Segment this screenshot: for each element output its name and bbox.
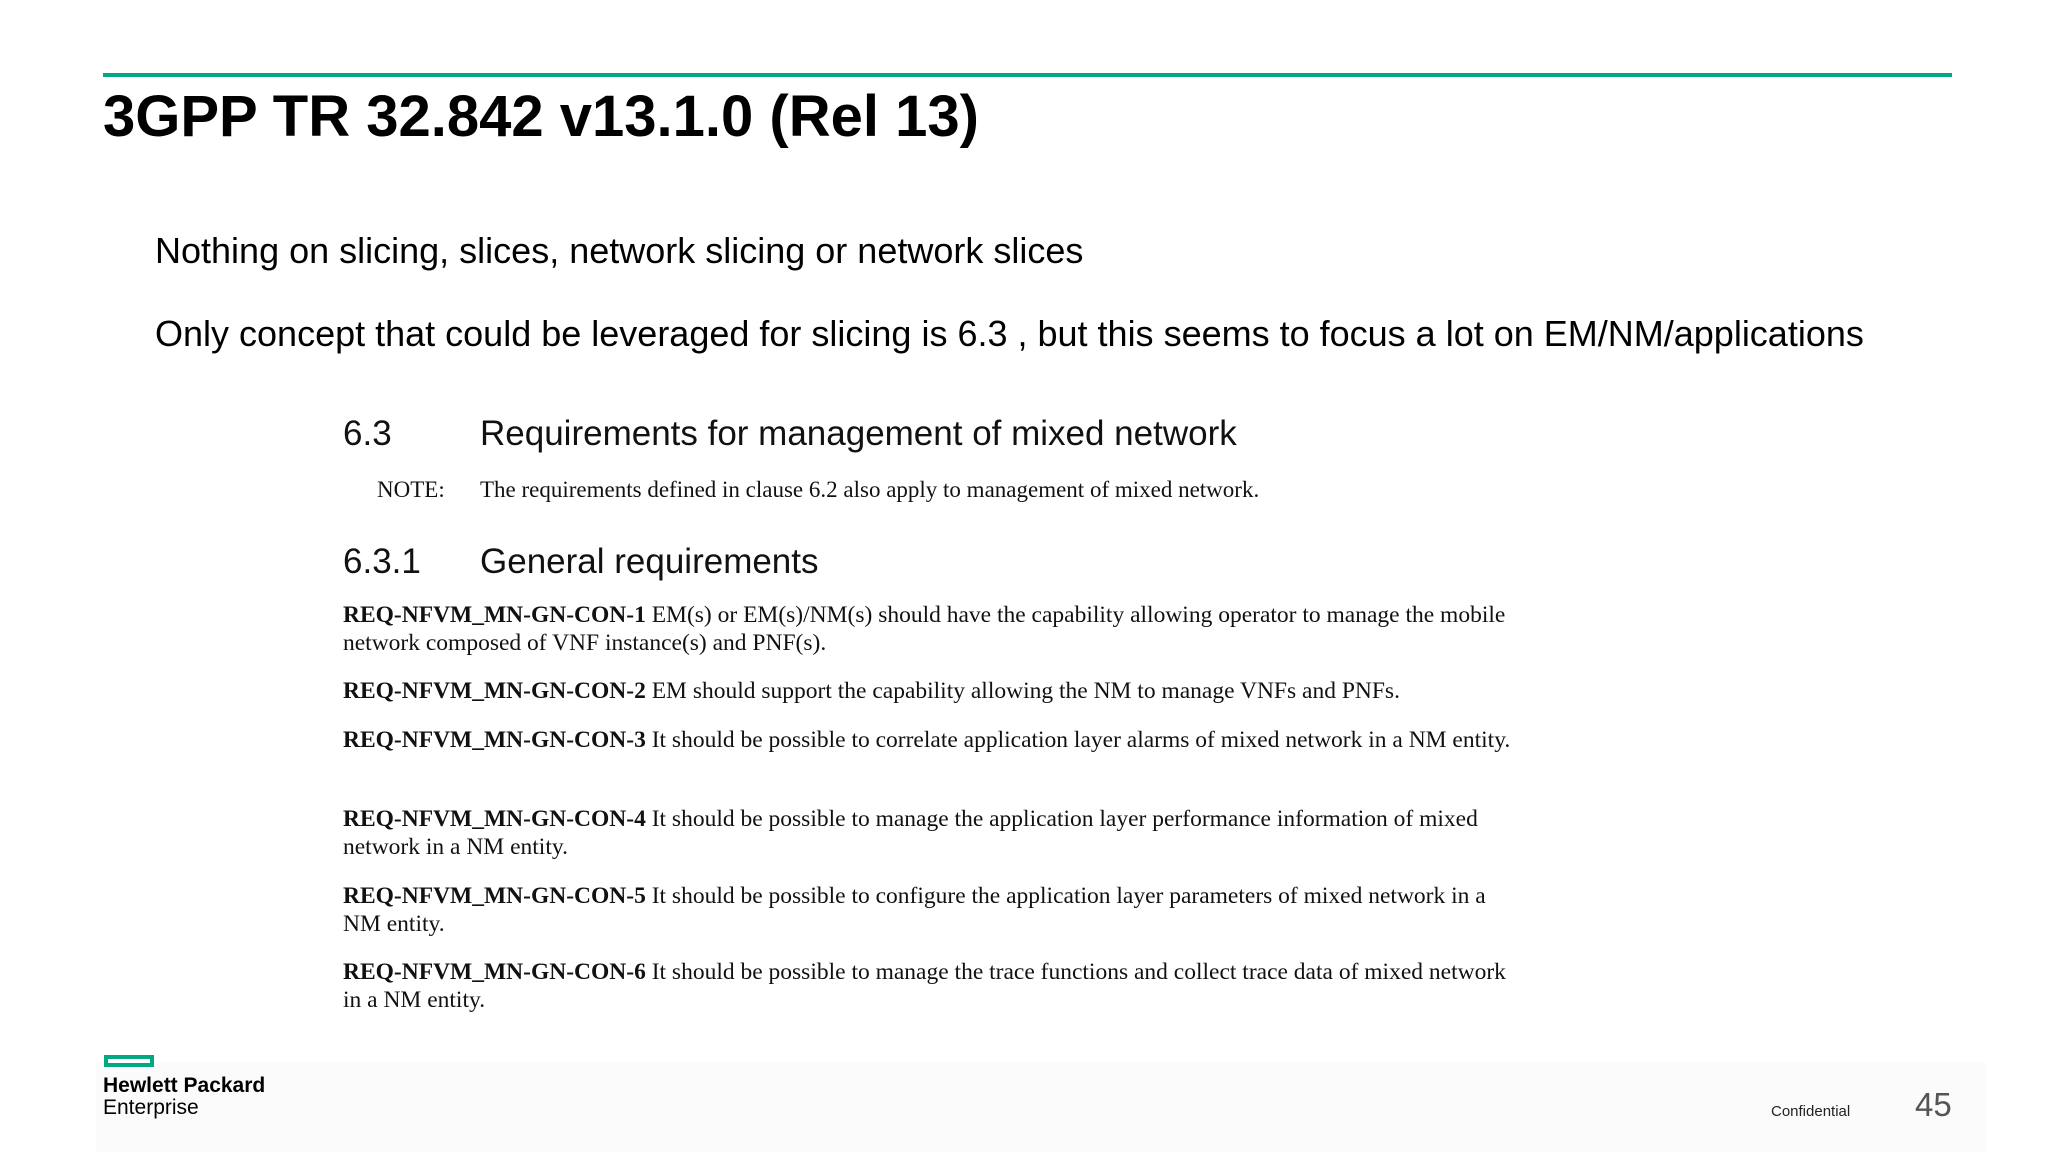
requirement-id: REQ-NFVM_MN-GN-CON-6 <box>343 959 646 985</box>
section-title: Requirements for management of mixed network <box>480 414 1237 453</box>
requirement-item <box>343 677 1513 705</box>
requirement-id: REQ-NFVM_MN-GN-CON-5 <box>343 883 646 909</box>
requirement-id: REQ-NFVM_MN-GN-CON-2 <box>343 678 646 704</box>
note-text: The requirements defined in clause 6.2 also apply to management of mixed network. <box>480 477 1260 502</box>
confidential-label: Confidential <box>1771 1103 1851 1120</box>
requirement-text: EM(s) or EM(s)/NM(s) should have the capability allowing operator to manage the mobile network composed of VNF instance(s) and PNF(s). <box>343 602 1506 656</box>
footer-band <box>96 1062 1986 1152</box>
subsection-title: General requirements <box>480 542 819 581</box>
requirement-item <box>343 882 1513 938</box>
subsection-heading <box>343 540 819 584</box>
requirement-id: REQ-NFVM_MN-GN-CON-4 <box>343 806 646 832</box>
requirement-text: It should be possible to manage the application layer performance information of mixed network in a NM entity. <box>343 806 1478 860</box>
logo-mark-icon <box>104 1055 154 1067</box>
requirement-item <box>343 805 1513 861</box>
requirement-item <box>343 726 1513 754</box>
requirement-text: EM should support the capability allowing the NM to manage VNFs and PNFs. <box>651 678 1400 704</box>
requirement-item <box>343 601 1513 657</box>
page-number: 45 <box>1915 1086 1952 1123</box>
section-number: 6.3 <box>343 414 392 453</box>
bullet-text: Nothing on slicing, slices, network slicing or network slices <box>155 230 1084 271</box>
logo-text-line1: Hewlett Packard <box>103 1074 266 1097</box>
note-label: NOTE: <box>377 477 445 502</box>
requirement-id: REQ-NFVM_MN-GN-CON-3 <box>343 727 646 753</box>
section-heading <box>343 412 1237 456</box>
bullet-text: Only concept that could be leveraged for slicing is 6.3 , but this seems to focus a lot on EM/NM/applications <box>155 313 1864 354</box>
requirement-id: REQ-NFVM_MN-GN-CON-1 <box>343 602 646 628</box>
requirement-text: It should be possible to configure the application layer parameters of mixed network in a NM entity. <box>343 883 1486 937</box>
subsection-number: 6.3.1 <box>343 542 421 581</box>
requirement-item <box>343 958 1513 1014</box>
requirement-text: It should be possible to manage the trace functions and collect trace data of mixed network in a NM entity. <box>343 959 1506 1013</box>
company-logo <box>103 1055 265 1119</box>
requirement-text: It should be possible to correlate application layer alarms of mixed network in a NM entity. <box>651 727 1511 753</box>
logo-text-line2: Enterprise <box>103 1096 199 1119</box>
title-rule <box>103 73 1952 77</box>
note <box>377 476 1259 504</box>
slide-title: 3GPP TR 32.842 v13.1.0 (Rel 13) <box>103 84 979 149</box>
